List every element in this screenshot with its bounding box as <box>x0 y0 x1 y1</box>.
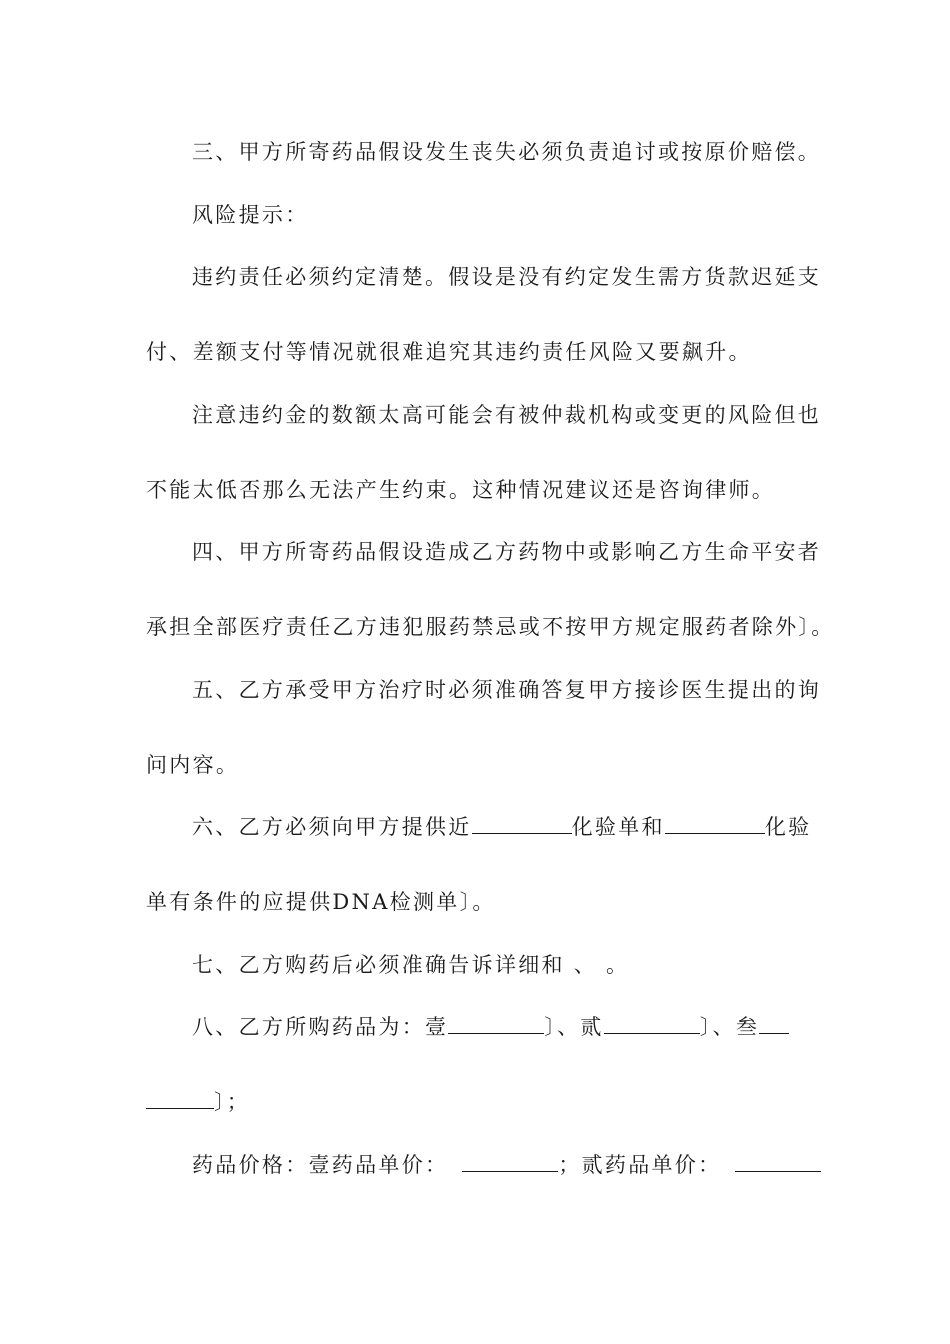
clause-8-line-2 <box>146 1088 250 1116</box>
clause-6-text-c: 化验 <box>764 815 812 839</box>
clause-4-line-2: 承担全部医疗责任乙方违犯服药禁忌或不按甲方规定服药者除外〕。 <box>146 615 835 639</box>
clause-6-text-b: 化验单和 <box>571 815 665 839</box>
risk-note-2-line-1: 注意违约金的数额太高可能会有被仲裁机构或变更的风险但也 <box>192 403 822 427</box>
clause-8-text-d: 〕； <box>214 1090 251 1114</box>
blank-field <box>604 1013 700 1034</box>
clause-6-text-a: 六、乙方必须向甲方提供近 <box>192 815 472 839</box>
clause-8-text-a: 八、乙方所购药品为：壹 <box>192 1015 449 1039</box>
clause-5-line-1: 五、乙方承受甲方治疗时必须准确答复甲方接诊医生提出的询 <box>192 678 822 702</box>
risk-heading: 风险提示： <box>192 203 309 227</box>
clause-8-text-b: 〕、贰 <box>544 1015 604 1039</box>
clause-6-line-1 <box>192 813 811 841</box>
clause-7: 七、乙方购药后必须准确告诉详细和 、 。 <box>192 953 630 977</box>
price-line <box>192 1151 821 1179</box>
risk-note-2-line-2: 不能太低否那么无法产生约束。这种情况建议还是咨询律师。 <box>146 478 776 502</box>
blank-field <box>735 1151 821 1172</box>
clause-4-line-1: 四、甲方所寄药品假设造成乙方药物中或影响乙方生命平安者 <box>192 540 822 564</box>
clause-8-text-c: 〕、叁 <box>699 1015 760 1039</box>
clause-5-line-2: 问内容。 <box>146 753 240 777</box>
blank-field <box>462 1151 558 1172</box>
clause-6-line-2: 单有条件的应提供DNA检测单〕。 <box>146 890 496 914</box>
blank-field <box>146 1088 214 1109</box>
risk-note-1-line-2: 付、差额支付等情况就很难追究其违约责任风险又要飙升。 <box>146 340 752 364</box>
price-text-a: 药品价格：壹药品单价： <box>192 1153 449 1177</box>
price-text-b: ；贰药品单价： <box>558 1153 722 1177</box>
blank-field <box>759 1013 789 1034</box>
clause-3: 三、甲方所寄药品假设发生丧失必须负责追讨或按原价赔偿。 <box>192 140 822 164</box>
blank-field <box>448 1013 544 1034</box>
blank-field <box>472 813 572 834</box>
blank-field <box>665 813 765 834</box>
risk-note-1-line-1: 违约责任必须约定清楚。假设是没有约定发生需方货款迟延支 <box>192 265 822 289</box>
clause-8-line-1 <box>192 1013 789 1041</box>
